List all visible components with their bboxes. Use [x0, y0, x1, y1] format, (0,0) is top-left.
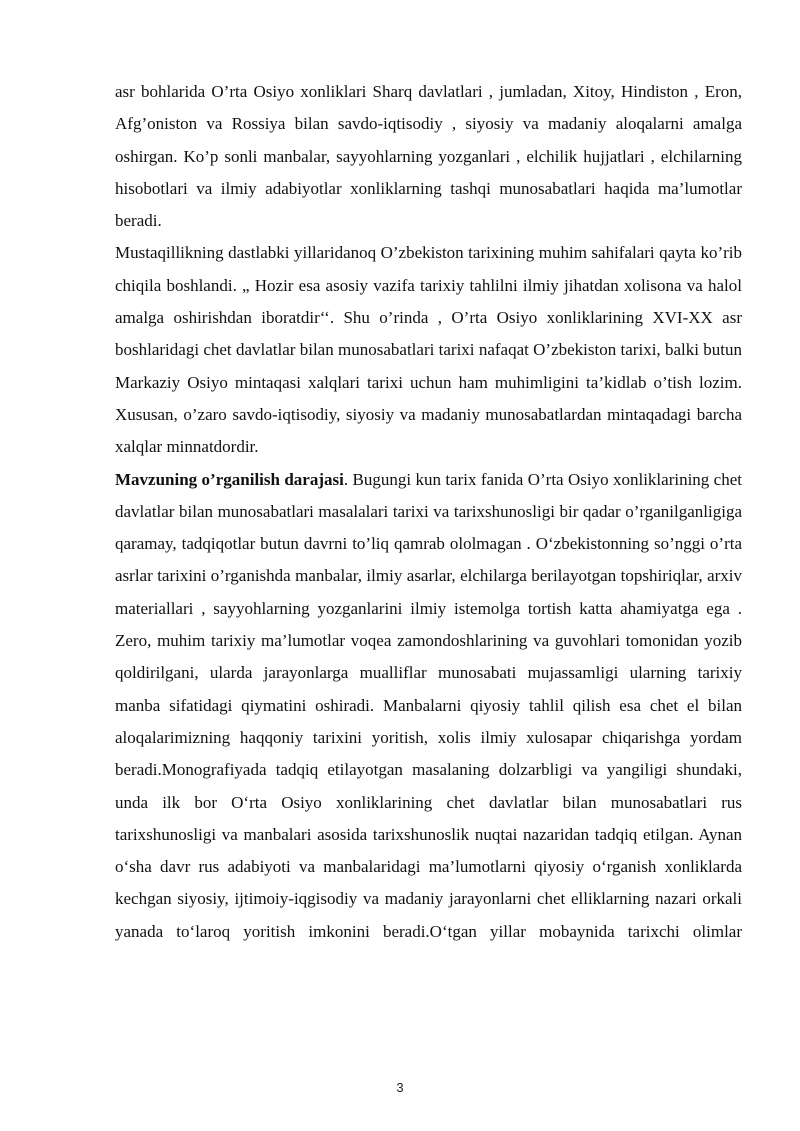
paragraph-study-level-text: . Bugungi kun tarix fanida O’rta Osiyo xonliklarining chet davlatlar bilan munosabatlari masalalari tarixi va tarixshunosligi bir qadar o’rganilganligiga qaramay, tadqiqotlar butun davrni to’liq qamrab ololmagan . O‘zbekistonning so’nggi o’rta asrlar tarixini o’rganishda manbalar, ilmiy asarlar, elchilarga berilayotgan topshiriqlar, arxiv materiallari , sayyohlarning yozganlarini ilmiy istemolga tortish katta ahamiyatga ega . Zero, muhim tarixiy ma’lumotlar voqea zamondoshlarining va guvohlari tomonidan yozib qoldirilgani, ularda jarayonlarga mualliflar munosabati mujassamligi ularning tarixiy manba sifatidagi qiymatini oshiradi. Manbalarni qiyosiy tahlil qilish esa chet el bilan aloqalarimizning haqqoniy tarixini yoritish, xolis ilmiy xulosapar chiqarishga yordam beradi.Monografiyada tadqiq etilayotgan masalaning dolzarbligi va yangiligi shundaki, unda ilk bor O‘rta Osiyo xonliklarining chet davlatlar bilan munosabatlari rus tarixshunosligi va manbalari asosida tarixshunoslik nuqtai nazaridan tadqiq etilgan. Aynan o‘sha davr rus adabiyoti va manbalaridagi ma’lumotlarni qiyosiy o‘rganish xonliklarda kechgan siyosiy, ijtimoiy-iqgisodiy va madaniy jarayonlarni chet elliklarning nazari orkali yanada to‘laroq yoritish imkonini beradi.O‘tgan yillar mobaynida tarixchi olimlar: [115, 469, 742, 941]
page-number: 3: [396, 1080, 404, 1095]
paragraph-intro: asr bohlarida O’rta Osiyo xonliklari Sharq davlatlari , jumladan, Xitoy, Hindiston , Eron, Afg’oniston va Rossiya bilan savdo-iqtisodiy , siyosiy va madaniy aloqalarni amalga oshirgan. Ko’p sonli manbalar, sayyohlarning yozganlari , elchilik hujjatlari , elchilarning hisobotlari va ilmiy adabiyotlar xonliklarning tashqi munosabatlari haqida ma’lumotlar beradi.: [115, 82, 742, 231]
document-page: [115, 76, 742, 948]
paragraph-study-level: [115, 464, 742, 948]
section-heading-study-level: Mavzuning o’rganilish darajasi: [115, 469, 344, 489]
paragraph-independence: Mustaqillikning dastlabki yillaridanoq O’zbekiston tarixining muhim sahifalari qayta ko’rib chiqila boshlandi. „ Hozir esa asosiy vazifa tarixiy tahlilni ilmiy jihatdan xolisona va halol amalga oshirishdan iboratdir‘‘. Shu o’rinda , O’rta Osiyo xonliklarining XVI-XX asr boshlaridagi chet davlatlar bilan munosabatlari tarixi nafaqat O’zbekiston tarixi, balki butun Markaziy Osiyo mintaqasi xalqlari tarixi uchun ham muhimligini ta’kidlab o’tish lozim. Xususan, o’zaro savdo-iqtisodiy, siyosiy va madaniy munosabatlardan mintaqadagi barcha xalqlar minnatdordir.: [115, 243, 742, 457]
